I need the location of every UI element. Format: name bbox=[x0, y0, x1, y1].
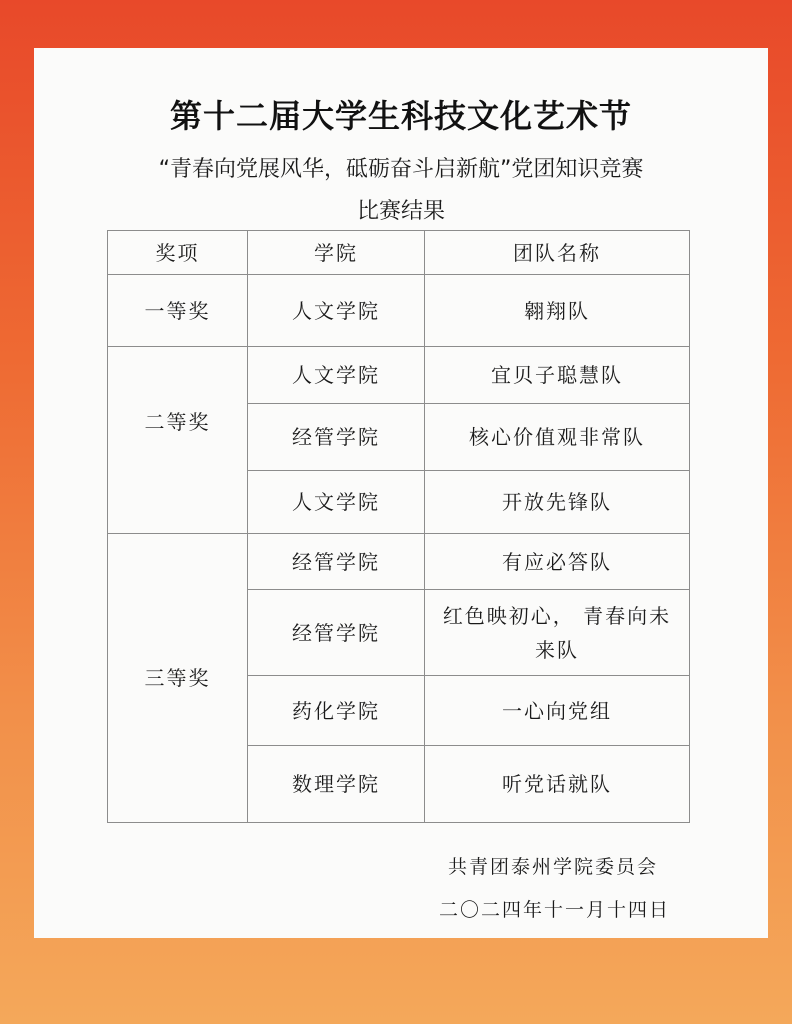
document-subtitle-results: 比赛结果 bbox=[356, 199, 445, 224]
college-cell: 人文学院 bbox=[248, 347, 425, 404]
team-cell: 听党话就队 bbox=[425, 746, 690, 823]
table-row bbox=[108, 275, 690, 347]
header-college: 学院 bbox=[248, 231, 425, 275]
results-table bbox=[107, 230, 690, 823]
document-title: 第十二届大学生科技文化艺术节 bbox=[169, 97, 632, 135]
college-cell: 人文学院 bbox=[248, 275, 425, 347]
college-cell: 人文学院 bbox=[248, 471, 425, 534]
team-cell: 红色映初心， 青春向未来队 bbox=[425, 590, 690, 676]
table-header-row bbox=[108, 231, 690, 275]
award-cell-first: 一等奖 bbox=[108, 275, 248, 347]
team-cell: 一心向党组 bbox=[425, 676, 690, 746]
team-cell: 翱翔队 bbox=[425, 275, 690, 347]
table-row bbox=[108, 534, 690, 590]
issue-date: 二〇二四年十一月十四日 bbox=[439, 899, 671, 921]
team-cell: 核心价值观非常队 bbox=[425, 404, 690, 471]
award-cell-second: 二等奖 bbox=[108, 347, 248, 534]
college-cell: 经管学院 bbox=[248, 404, 425, 471]
team-cell: 有应必答队 bbox=[425, 534, 690, 590]
issuing-organization: 共青团泰州学院委员会 bbox=[448, 856, 659, 878]
header-award: 奖项 bbox=[108, 231, 248, 275]
college-cell: 经管学院 bbox=[248, 534, 425, 590]
table-row bbox=[108, 347, 690, 404]
college-cell: 数理学院 bbox=[248, 746, 425, 823]
college-cell: 药化学院 bbox=[248, 676, 425, 746]
document-page bbox=[34, 48, 768, 938]
award-cell-third: 三等奖 bbox=[108, 534, 248, 823]
header-team: 团队名称 bbox=[425, 231, 690, 275]
college-cell: 经管学院 bbox=[248, 590, 425, 676]
team-cell: 宜贝子聪慧队 bbox=[425, 347, 690, 404]
document-subtitle: “青春向党展风华，砥砺奋斗启新航”党团知识竞赛 bbox=[158, 157, 644, 182]
team-cell: 开放先锋队 bbox=[425, 471, 690, 534]
